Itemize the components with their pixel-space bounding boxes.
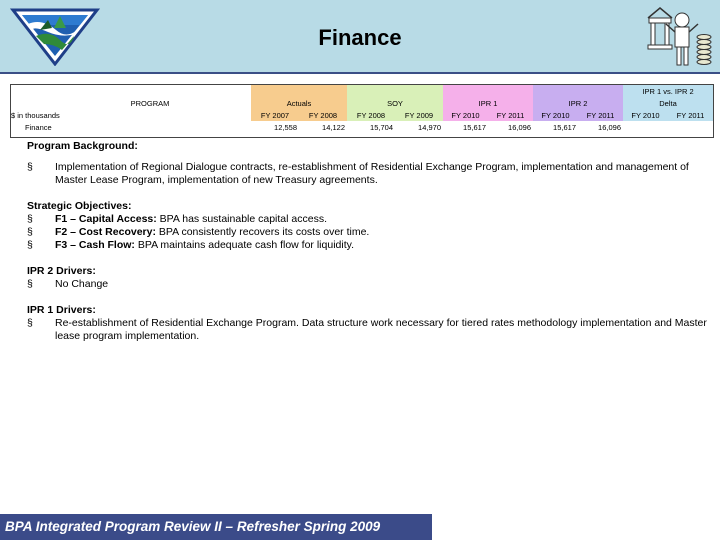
ipr2-drivers-title: IPR 2 Drivers: [27,265,96,277]
table-cell: 15,617 [463,122,486,132]
footer-text: BPA Integrated Program Review II – Refresher Spring 2009 [5,519,381,534]
delta-header-line2: Delta [623,97,713,109]
table-row [11,121,713,133]
money-figure-icon [640,4,716,70]
year-header: FY 2010 [443,109,488,121]
objective-label: F3 – Cash Flow: [55,239,135,251]
year-header: FY 2009 [395,109,443,121]
year-header: FY 2007 [251,109,299,121]
objective-label: F1 – Capital Access: [55,213,157,225]
objective-text: BPA consistently recovers its costs over time. [155,226,370,238]
bullet-marker: § [27,226,33,238]
ipr2-header: IPR 2 [533,97,623,109]
list-item [27,161,707,187]
objective-text: BPA has sustainable capital access. [156,213,327,225]
units-label: $ in thousands [11,110,60,120]
table-cell: 14,122 [322,122,345,132]
table-cell: 14,970 [418,122,441,132]
ipr1-header: IPR 1 [443,97,533,109]
footer-banner [0,514,432,540]
list-item [27,317,707,343]
year-header: FY 2010 [533,109,578,121]
delta-header-line1: IPR 1 vs. IPR 2 [623,85,713,97]
soy-header: SOY [347,97,443,109]
page-title: Finance [318,25,402,50]
ipr1-drivers-title: IPR 1 Drivers: [27,304,96,316]
row-label: Finance [25,122,52,132]
year-header: FY 2011 [668,109,713,121]
bullet-marker: § [27,278,33,290]
year-header: FY 2011 [578,109,623,121]
objective-text: BPA maintains adequate cash flow for liquidity. [134,239,355,251]
table-cell: 15,704 [370,122,393,132]
table-cell: 16,096 [598,122,621,132]
objective-label: F2 – Cost Recovery: [55,226,156,238]
list-item [27,213,707,226]
year-header: FY 2011 [488,109,533,121]
program-header: PROGRAM [130,98,170,108]
background-text: Implementation of Regional Dialogue contracts, re-establishment of Residential Exchange Program, implementation and management of Master Lease Program, implementation of new Treasury agreements. [55,161,689,186]
ipr1-driver-text: Re-establishment of Residential Exchange Program. Data structure work necessary for tiered rates methodology implementation and Master lease program implementation. [55,317,707,342]
bullet-marker: § [27,239,33,251]
year-header: FY 2008 [299,109,347,121]
bullet-marker: § [27,161,33,173]
table-cell [668,121,713,133]
slide-header [0,0,720,74]
year-header: FY 2008 [347,109,395,121]
ipr2-driver-text: No Change [55,278,109,290]
strategic-objectives-title: Strategic Objectives: [27,200,132,212]
bullet-marker: § [27,213,33,225]
year-header: FY 2010 [623,109,668,121]
table-cell [623,121,668,133]
bullet-marker: § [27,317,33,329]
actuals-header: Actuals [251,97,347,109]
table-cell: 12,558 [274,122,297,132]
slide-body [27,140,707,343]
list-item [27,278,707,291]
table-cell: 16,096 [508,122,531,132]
list-item [27,226,707,239]
program-background-title: Program Background: [27,140,138,152]
table-cell: 15,617 [553,122,576,132]
finance-budget-table [10,84,714,138]
list-item [27,239,707,252]
